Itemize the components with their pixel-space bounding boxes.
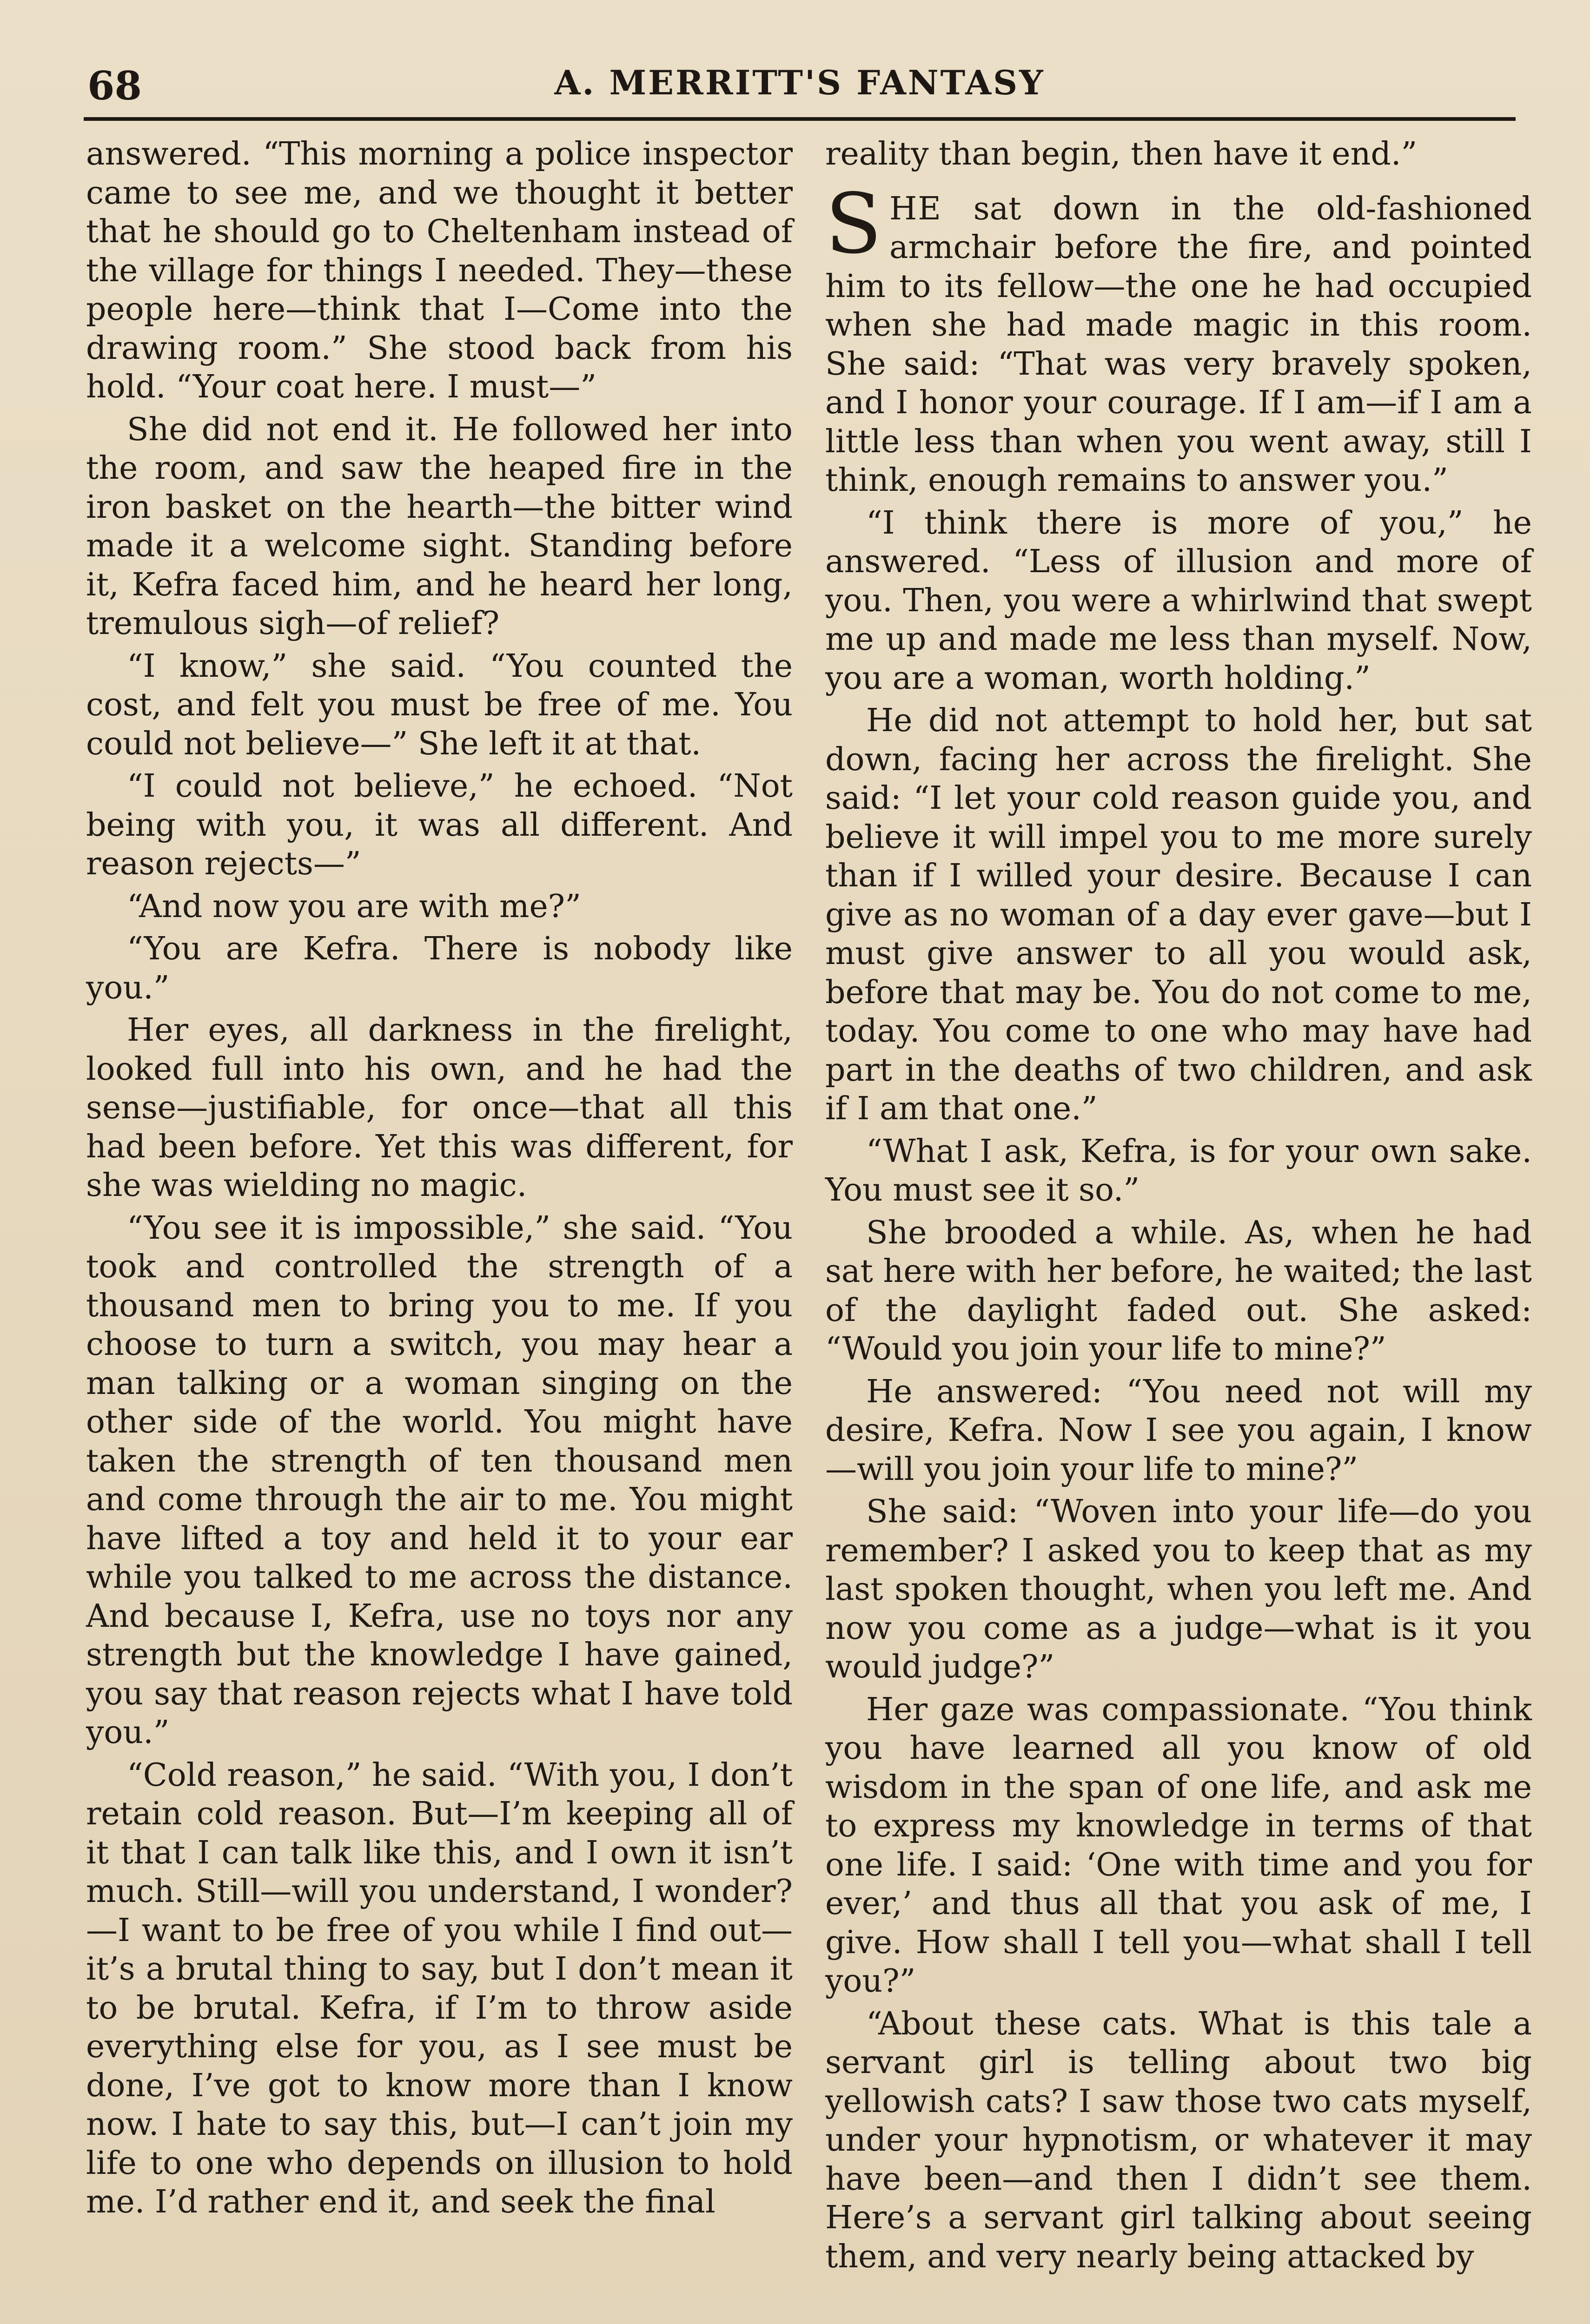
paragraph: Her gaze was compassionate. “You think you have learned all you know of old wisdom in the span of one life, and ask me to express my knowledge in terms of that one life. I said: ‘One with time and you for ever,’ and thus all that you ask of me, I give. How shall I tell you—what shall I tell you?” [825,1691,1532,2000]
paragraph: She brooded a while. As, when he had sat here with her before, he waited; the last of the daylight faded out. She asked: “Would you join your life to mine?” [825,1214,1532,1367]
paragraph: He did not attempt to hold her, but sat down, facing her across the firelight. She said: “I let your cold reason guide you, and believe it will impel you to me more surely than if I willed your desire. Because I can give as no woman of a day ever gave—but I must give answer to all you would ask, before that may be. You do not come to me, today. You come to one who may have had part in the deaths of two children, and ask if I am that one.” [825,702,1532,1127]
paragraph: He answered: “You need not will my desire, Kefra. Now I see you again, I know—will you join your life to mine?” [825,1373,1532,1488]
paragraph: She said: “Woven into your life—do you remember? I asked you to keep that as my last spoken thought, when you left me. And now you come as a judge—what is it you would judge?” [825,1493,1532,1685]
running-title: A. MERRITT'S FANTASY [554,63,1045,102]
header-rule [84,117,1516,121]
left-column [86,135,793,2222]
paragraph: “And now you are with me?” [127,888,581,925]
paragraph: “You are Kefra. There is nobody like you.” [86,931,793,1006]
paragraph: “I think there is more of you,” he answered. “Less of illusion and more of you. Then, you were a whirlwind that swept me up and made me less than myself. Now, you are a woman, worth holding.” [825,504,1532,697]
paragraph: answered. “This morning a police inspector came to see me, and we thought it better that he should go to Cheltenham instead of the village for things I needed. They—these people here—think that I—Come into the drawing room.” She stood back from his hold. “Your coat here. I must—” [86,136,793,405]
page-header [84,58,1516,119]
paragraph: “Cold reason,” he said. “With you, I don’t retain cold reason. But—I’m keeping all of it that I can talk like this, and I own it isn’t much. Still—will you understand, I wonder?—I want to be free of you while I find out—it’s a brutal thing to say, but I don’t mean it to be brutal. Kefra, if I’m to throw aside everything else for you, as I see must be done, I’ve got to know more than I know now. I hate to say this, but—I can’t join my life to one who depends on illusion to hold me. I’d rather end it, and seek the final [86,1756,793,2220]
dropcap-paragraph [825,175,1532,500]
paragraph: “What I ask, Kefra, is for your own sake. You must see it so.” [825,1133,1532,1208]
paragraph: She did not end it. He followed her into the room, and saw the heaped fire in the iron basket on the hearth—the bitter wind made it a welcome sight. Standing before it, Kefra faced him, and he heard her long, tremulous sigh—of relief? [86,411,793,642]
paragraph: reality than begin, then have it end.” [825,136,1418,172]
drop-cap-text: sat down in the old-fashioned armchair before the fire, and pointed him to its fellow—the one he had occupied when she had made magic in this room. She said: “That was very bravely spoken, and I honor your courage. If I am—if I am a little less than when you went away, still I think, enough remains to answer you.” [825,190,1532,499]
page-number: 68 [87,63,142,109]
paragraph: “You see it is impossible,” she said. “You took and controlled the strength of a thousand men to bring you to me. If you choose to turn a switch, you may hear a man talking or a woman singing on the other side of the world. You might have taken the strength of ten thousand men and come through the air to me. You might have lifted a toy and held it to your ear while you talked to me across the distance. And because I, Kefra, use no toys nor any strength but the knowledge I have gained, you say that reason rejects what I have told you.” [86,1209,793,1751]
paragraph: “About these cats. What is this tale a servant girl is telling about two big yellowish cats? I saw those two cats myself, under your hypnotism, or whatever it may have been—and then I didn’t see them. Here’s a servant girl talking about seeing them, and very nearly being attacked by [825,2005,1532,2275]
right-column [825,135,1532,2276]
paragraph: “I know,” she said. “You counted the cost, and felt you must be free of me. You could not believe—” She left it at that. [86,647,793,762]
drop-cap-caps: HE [889,190,942,227]
paragraph: “I could not believe,” he echoed. “Not being with you, it was all different. And reason rejects—” [86,768,793,882]
drop-cap-letter: S [825,175,882,272]
paragraph: Her eyes, all darkness in the firelight, looked full into his own, and he had the sense—justifiable, for once—that all this had been before. Yet this was different, for she was wielding no magic. [86,1012,793,1204]
